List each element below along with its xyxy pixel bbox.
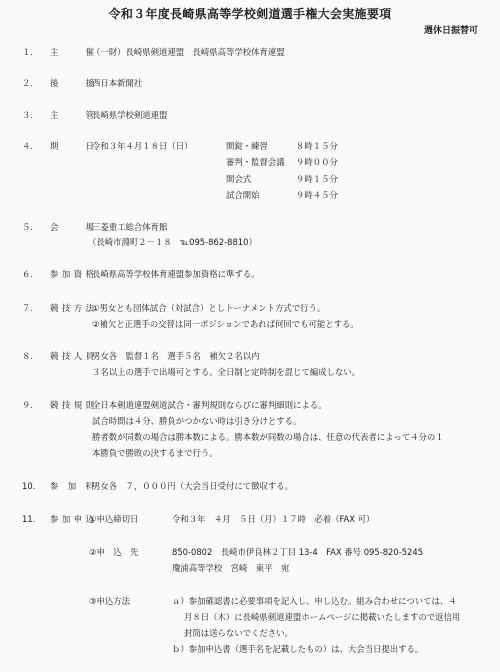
item-label-support: 後 援 <box>50 78 94 88</box>
deadline-value: 令和３年 ４月 ５日（月）１７時 必着（FAX 可） <box>172 514 375 524</box>
item-value-organizer: （一財）長崎県剣道連盟 長崎県高等学校体育連盟 <box>92 47 285 57</box>
item-label-competition-method: 競技方法 <box>50 303 94 313</box>
item-label-organizer: 主 催 <box>50 47 94 57</box>
schedule-name: 試合開始 <box>226 190 260 200</box>
item-label-date: 期 日 <box>50 141 94 151</box>
schedule-name: 開会式 <box>226 174 252 184</box>
item-label-management: 主 管 <box>50 110 94 120</box>
item-value-entry-fee: 男女各 ７，０００円（大会当日受付にて徴収する。 <box>92 481 293 491</box>
competition-method-line: ②補欠と正選手の交替は同一ポジションであれば何回でも可能とする。 <box>92 319 359 329</box>
substitute-holiday-note: 週休日振替可 <box>424 26 479 36</box>
method-line: 封筒は送らないでください。 <box>184 628 293 638</box>
rules-line: 試合時間は４分、勝負がつかない時は引き分けとする。 <box>92 416 302 426</box>
schedule-time: ８時１５分 <box>296 141 338 151</box>
item-number: ６． <box>22 269 39 279</box>
rules-line: 全日本剣道連盟剣道試合・審判規則ならびに審判細則による。 <box>92 400 327 410</box>
item-number: ２． <box>22 78 39 88</box>
method-label: ③申込方法 <box>89 596 131 606</box>
item-label-eligibility: 参加資格 <box>50 269 94 279</box>
item-number: ３． <box>22 110 39 120</box>
destination-recipient: 瓊浦高等学校 宮崎 東平 宛 <box>172 563 290 573</box>
item-value-management: 長崎県学校剣道連盟 <box>92 110 168 120</box>
item-label-team-members: 競技人員 <box>50 351 94 361</box>
schedule-name: 審判・監督会議 <box>226 157 285 167</box>
method-line: 月８日（木）に長崎県剣道連盟ホームページに掲載いたしますので返信用 <box>184 612 461 622</box>
item-number: 10． <box>22 481 42 491</box>
team-members-line: ３名以上の選手で出場可とする。全日制と定時制を混じて編成しない。 <box>92 367 360 377</box>
destination-label: ②申 込 先 <box>89 547 139 557</box>
team-members-line: 男女各 監督１名 選手５名 補欠２名以内 <box>92 351 260 361</box>
item-label-rules: 競技規則 <box>50 400 94 410</box>
competition-method-line: ①男女とも団体試合（対試合）としトーナメント方式で行う。 <box>92 303 326 313</box>
method-line: ｂ）参加申込書（選手名を記載したもの）は、大会当日提出する。 <box>172 644 424 654</box>
schedule-time: ９時１５分 <box>296 174 338 184</box>
deadline-label: ①申込締切日 <box>89 514 139 524</box>
venue-name: 三菱重工総合体育館 <box>92 222 168 232</box>
rules-line: 勝者数が同数の場合は勝本数による。勝本数が同数の場合は、任意の代表者によって４分の１ <box>92 432 444 442</box>
item-label-venue: 会 場 <box>50 222 94 232</box>
item-number: ７． <box>22 303 39 313</box>
schedule-time: ９時４５分 <box>296 190 338 200</box>
item-value-eligibility: 長崎県高等学校体育連盟参加資格に準ずる。 <box>92 269 260 279</box>
item-number: １． <box>22 47 39 57</box>
schedule-time: ９時００分 <box>296 157 338 167</box>
schedule-name: 開錠・練習 <box>226 141 268 151</box>
method-line: ａ）参加確認書に必要事項を記入し、申し込む。組み合わせについては、４ <box>172 596 457 606</box>
item-value-support: 西日本新聞社 <box>92 78 143 88</box>
item-number: ４． <box>22 141 39 151</box>
item-number: ９． <box>22 400 39 410</box>
item-number: ８． <box>22 351 39 361</box>
document-title: 令和３年度長崎県高等学校剣道選手権大会実施要項 <box>108 7 392 21</box>
destination-address: 850‐0802 長崎市伊良林２丁目 13‐4 FAX 番号 095‐820‐5245 <box>172 547 424 557</box>
item-number: ５． <box>22 222 39 232</box>
item-number: 11． <box>22 514 42 524</box>
venue-address: （長崎市淵町２－１８ ℡095‐862‐8810） <box>88 237 257 247</box>
event-date: 令和３年４月１８日（日） <box>92 141 193 151</box>
rules-line: 本勝負で勝敗の決するまで行う。 <box>92 448 218 458</box>
item-label-entry-fee: 参加料 <box>50 481 94 491</box>
item-label-application: 参加申込 <box>50 514 94 524</box>
